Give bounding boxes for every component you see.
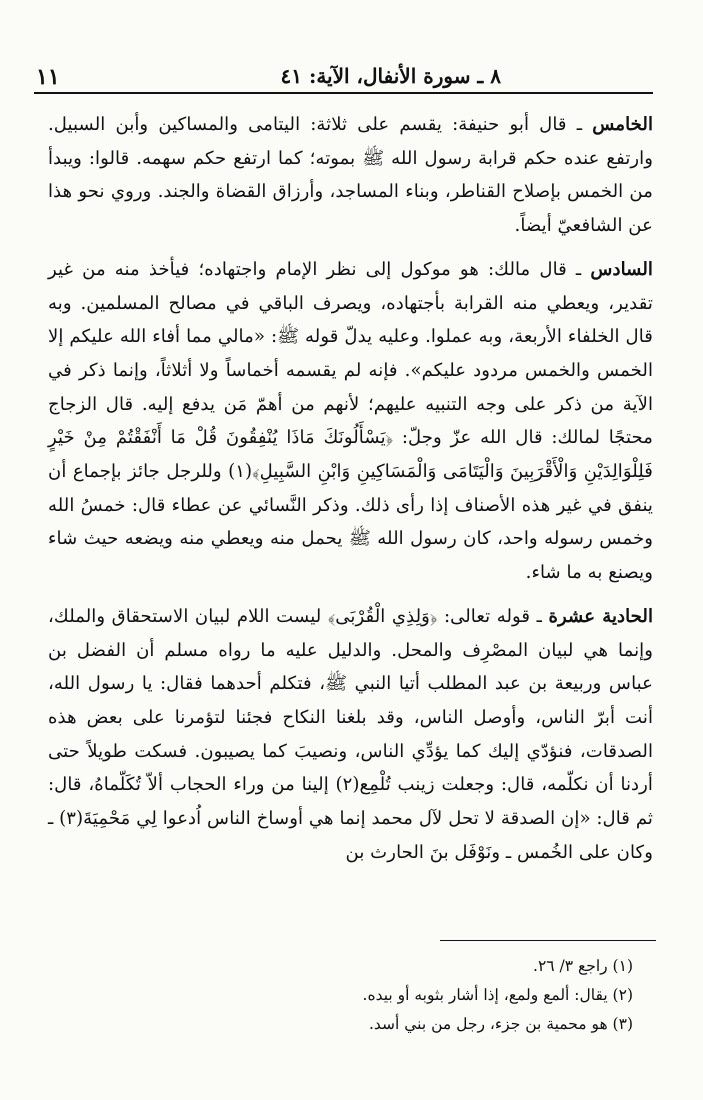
paragraph-text: ـ قال مالك: هو موكول إلى نظر الإمام واجتهاده؛ فيأخذ منه من غير تقدير، ويعطي منه القرابة بأجتهاده، ويصرف الباقي في مصالح المسلمين. وبه قال الخلفاء الأربعة، وبه عملوا. وعليه يدلّ قوله ﷺ: «مالي مما أفاء الله عليكم إلا الخمس والخمس مردود عليكم». فإنه لم يقسمه أخماساً ولا أثلاثاً، وإنما ذكر في الآية من ذكر على وجه التنبيه عليهم؛ لأنهم من أهمّ مَن يدفع إليه. قال الزجاج محتجًا لمالك: قال الله عزّ وجلّ: ﴿يَسْأَلُونَكَ مَاذَا يُنْفِقُونَ قُلْ مَا أَنْفَقْتُمْ مِنْ خَيْرٍ فَلِلْوَالِدَيْنِ وَالْأَقْرَبِينَ وَالْيَتَامَى وَالْمَسَاكِينِ وَابْنِ السَّبِيلِ﴾(١) وللرجل جائز بإجماع أن ينفق في غير هذه الأصناف إذا رأى ذلك. وذكر النَّسائي عن عطاء قال: خمسُ الله وخمس رسوله واحد، كان رسول الله ﷺ يحمل منه ويعطي منه ويضعه حيث شاء ويصنع به ما شاء. — [48, 258, 653, 584]
running-title: ٨ ـ سورة الأنفال، الآية: ٤١ — [280, 64, 501, 88]
main-text — [48, 108, 653, 879]
paragraph-text: ـ قوله تعالى: ﴿وَلِذِي الْقُرْبَى﴾ ليست اللام لبيان الاستحقاق والملك، وإنما هي لبيان المصْرِف والمحل. والدليل عليه ما رواه مسلم أن الفضل بن عباس وربيعة بن عبد المطلب أتيا النبي ﷺ، فتكلم أحدهما فقال: يا رسول الله، أنت أبرّ الناس، وأوصل الناس، وقد بلغنا النكاح فجئنا لتؤمرنا على بعض هذه الصدقات، فنؤدّي إليك كما يؤدِّي الناس، ونصيبَ كما يصيبون. فسكت طويلاً حتى أردنا أن نكلّمه، قال: وجعلت زينب تُلْمِع(٢) إلينا من وراء الحجاب ألاّ تُكَلّماهُ، قال: ثم قال: «إن الصدقة لا تحل لآل محمد إنما هي أوساخ الناس اُدعوا لِي مَحْمِيَةَ(٣) ـ وكان على الخُمس ـ ونَوْفَل بنَ الحارث بن — [48, 605, 653, 863]
footnote-1: (١) راجع ٣/ ٢٦. — [533, 957, 633, 975]
paragraph-sixth-opinion — [48, 253, 653, 590]
page-header — [28, 58, 653, 94]
footnotes — [200, 952, 633, 1039]
paragraph-lead: الحادية عشرة — [548, 605, 653, 627]
paragraph-eleventh-issue — [48, 600, 653, 870]
footnote-divider — [440, 940, 656, 941]
footnote-3: (٣) هو محمية بن جزء، رجل من بني أسد. — [368, 1015, 633, 1033]
paragraph-fifth-opinion — [48, 108, 653, 243]
paragraph-text: ـ قال أبو حنيفة: يقسم على ثلاثة: اليتامى والمساكين وأبن السبيل. وارتفع عنده حكم قرابة رسول الله ﷺ بموته؛ كما ارتفع حكم سهمه. قالوا: ويبدأ من الخمس بإصلاح القناطر، وبناء المساجد، وأرزاق القضاة والجند. وروي نحو هذا عن الشافعيّ أيضاً. — [48, 114, 653, 237]
footnote-2: (٢) يقال: ألمع ولمع، إذا أشار بثوبه أو بيده. — [362, 986, 633, 1004]
paragraph-lead: الخامس — [592, 114, 653, 135]
page-number: ١١ — [36, 64, 60, 90]
header-divider — [34, 92, 653, 94]
paragraph-lead: السادس — [590, 258, 653, 280]
